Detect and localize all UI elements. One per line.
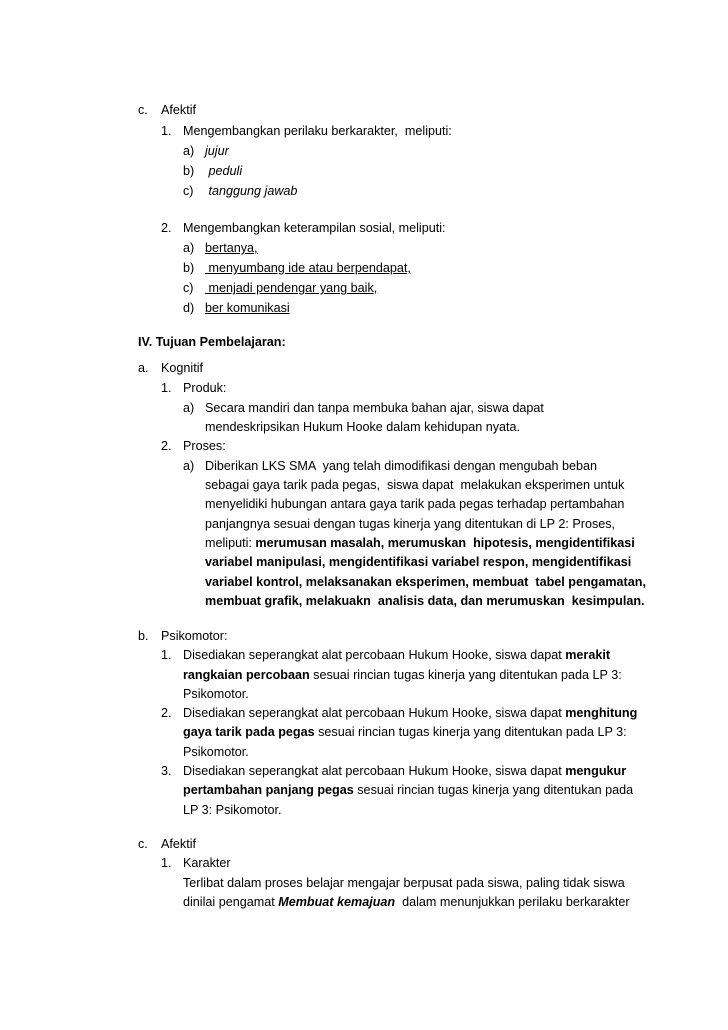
sub-marker: a) (183, 401, 195, 415)
section-heading: IV. Tujuan Pembelajaran: (138, 335, 286, 349)
text-run: dinilai pengamat (183, 895, 279, 909)
sub-marker: c) (183, 184, 194, 198)
list-marker: c. (138, 837, 148, 851)
list-item-label: Produk: (183, 381, 227, 395)
paragraph-line: Diberikan LKS SMA yang telah dimodifikasi dengan mengubah beban (205, 459, 598, 473)
paragraph-line (205, 533, 635, 553)
bold-text-run: gaya tarik pada pegas (183, 725, 315, 739)
sub-marker: c) (183, 281, 194, 295)
sub-item-text: tanggung jawab (205, 184, 298, 198)
sub-item-text: menyumbang ide atau berpendapat, (205, 261, 411, 275)
bold-text-run: menghitung (565, 706, 638, 720)
bold-italic-text-run: Membuat kemajuan (278, 895, 396, 909)
text-run: Disediakan seperangkat alat percobaan Hukum Hooke, siswa dapat (183, 706, 566, 720)
paragraph-line: Secara mandiri dan tanpa membuka bahan ajar, siswa dapat (205, 401, 544, 415)
text-run: sesuai rincian tugas kinerja yang ditentukan pada LP 3: (309, 668, 622, 682)
list-number: 1. (161, 648, 172, 662)
sub-marker: d) (183, 301, 195, 315)
section-title: Kognitif (161, 361, 204, 375)
paragraph-line: membuat grafik, melakuakn analisis data, dan merumuskan kesimpulan. (205, 594, 645, 608)
sub-marker: b) (183, 261, 195, 275)
sub-item-text: jujur (205, 144, 229, 158)
bold-text-run: rangkaian percobaan (183, 668, 310, 682)
list-item-label: Proses: (183, 439, 226, 453)
list-marker: c. (138, 103, 148, 117)
section-title: Afektif (161, 103, 196, 117)
paragraph-line: LP 3: Psikomotor. (183, 803, 282, 817)
paragraph-line: Psikomotor. (183, 687, 249, 701)
bold-text-run: pertambahan panjang pegas (183, 783, 354, 797)
sub-item-text: bertanya, (205, 241, 258, 255)
bold-text-run: mengukur (565, 764, 627, 778)
paragraph-line: Psikomotor. (183, 745, 249, 759)
paragraph-line (183, 761, 626, 781)
text-run: Disediakan seperangkat alat percobaan Hukum Hooke, siswa dapat (183, 764, 566, 778)
list-number: 1. (161, 856, 172, 870)
text-run: dalam menunjukkan perilaku berkarakter (395, 895, 630, 909)
paragraph-line (183, 665, 622, 685)
paragraph-line (183, 703, 637, 723)
paragraph-line (183, 722, 627, 742)
sub-item-text: menjadi pendengar yang baik, (205, 281, 378, 295)
paragraph-line: panjangnya sesuai dengan tugas kinerja yang ditentukan di LP 2: Proses, (205, 517, 616, 531)
paragraph-line (183, 780, 633, 800)
paragraph-line: variabel manipulasi, mengidentifikasi variabel respon, mengidentifikasi (205, 555, 632, 569)
list-item-label: Karakter (183, 856, 231, 870)
sub-marker: a) (183, 459, 195, 473)
list-number: 3. (161, 764, 172, 778)
text-run: Disediakan seperangkat alat percobaan Hukum Hooke, siswa dapat (183, 648, 566, 662)
sub-item-text: peduli (205, 164, 243, 178)
list-number: 2. (161, 439, 172, 453)
paragraph-line: Terlibat dalam proses belajar mengajar berpusat pada siswa, paling tidak siswa (183, 876, 625, 890)
list-item-text: Mengembangkan perilaku berkarakter, meliputi: (183, 124, 452, 138)
paragraph-line: sebagai gaya tarik pada pegas, siswa dapat melakukan eksperimen untuk (205, 478, 625, 492)
paragraph-line (183, 892, 630, 912)
paragraph-line: variabel kontrol, melaksanakan eksperimen, membuat tabel pengamatan, (205, 575, 646, 589)
sub-item-text: ber komunikasi (205, 301, 290, 315)
text-run: sesuai rincian tugas kinerja yang ditentukan pada (353, 783, 634, 797)
paragraph-line (183, 645, 610, 665)
list-number: 1. (161, 381, 172, 395)
sub-marker: b) (183, 164, 195, 178)
sub-marker: a) (183, 241, 195, 255)
paragraph-line: mendeskripsikan Hukum Hooke dalam kehidupan nyata. (205, 420, 521, 434)
section-title: Afektif (161, 837, 196, 851)
section-title: Psikomotor: (161, 629, 228, 643)
list-marker: b. (138, 629, 149, 643)
bold-text-run: merumusan masalah, merumuskan hipotesis, mengidentifikasi (255, 536, 635, 550)
list-item-text: Mengembangkan keterampilan sosial, meliputi: (183, 221, 446, 235)
bold-text-run: merakit (565, 648, 611, 662)
text-run: meliputi: (205, 536, 256, 550)
text-run: sesuai rincian tugas kinerja yang ditentukan pada LP 3: (314, 725, 627, 739)
list-number: 2. (161, 221, 172, 235)
paragraph-line: menyelidiki hubungan antara gaya tarik pada pegas terhadap pertambahan (205, 497, 625, 511)
list-marker: a. (138, 361, 149, 375)
list-number: 1. (161, 124, 172, 138)
list-number: 2. (161, 706, 172, 720)
sub-marker: a) (183, 144, 195, 158)
